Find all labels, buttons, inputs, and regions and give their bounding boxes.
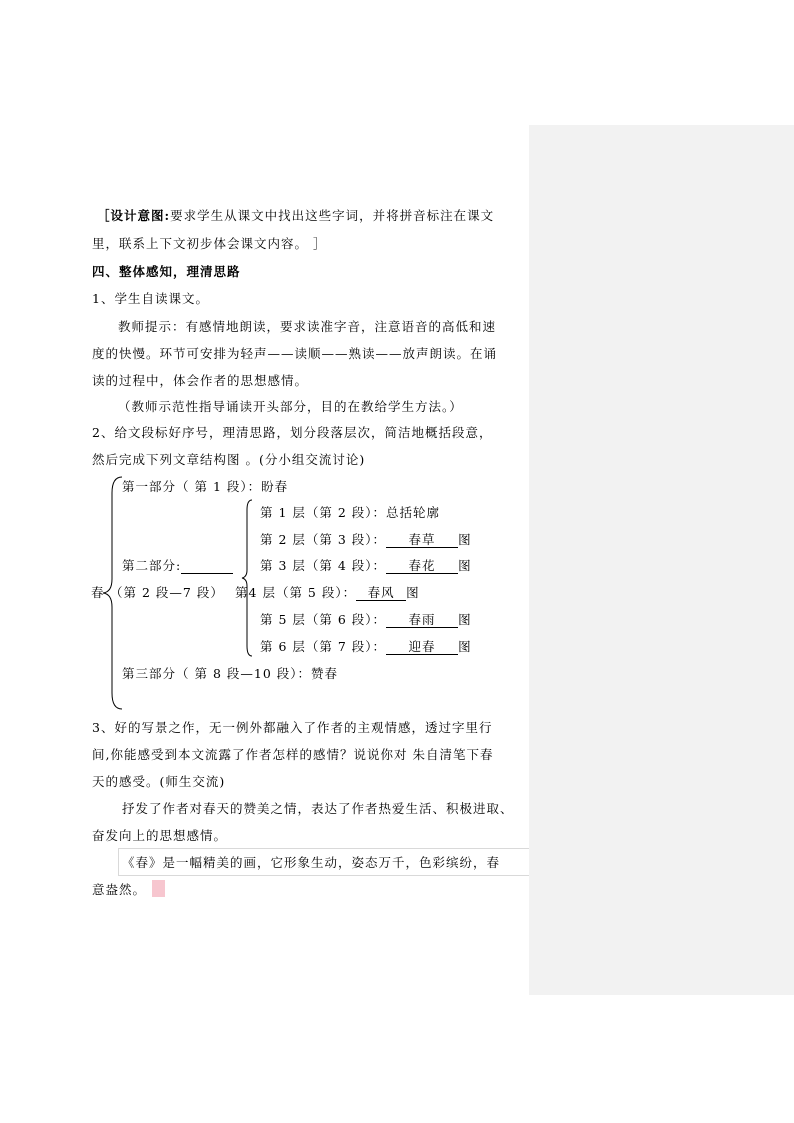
layer-2: 第 2 层（第 3 段）： 春草 图 [260, 532, 472, 547]
section-title: 四、整体感知，理清思路 [92, 264, 241, 279]
part2-blank [181, 559, 233, 574]
inner-brace-icon [240, 498, 254, 658]
item3-line-1: 3、好的写景之作，无一例外都融入了作者的主观情感，透过字里行 [92, 720, 493, 735]
layer-6-blank: 迎春 [386, 640, 458, 655]
item1-title: 1、学生自读课文。 [92, 291, 209, 306]
item1-tip-line-3: 读的过程中，体会作者的思想感情。 [92, 373, 309, 388]
layer-5: 第 5 层（第 6 段）： 春雨 图 [260, 612, 472, 627]
structure-part1: 第一部分（ 第 1 段）：盼春 [122, 479, 289, 494]
layer-5-blank: 春雨 [386, 613, 458, 628]
structure-root: 春 [91, 585, 105, 600]
comment-pane [529, 125, 794, 995]
design-intent-text: 要求学生从课文中找出这些字词，并将拼音标注在课文 [170, 208, 495, 223]
layer-2-blank: 春草 [386, 533, 458, 548]
layer-3-blank: 春花 [386, 559, 458, 574]
design-intent-line-1 [97, 202, 494, 229]
layer-1: 第 1 层（第 2 段）：总括轮廓 [260, 505, 441, 520]
item2-line-2: 然后完成下列文章结构图 。(分小组交流讨论) [92, 452, 366, 467]
item3-line-2: 间,你能感受到本文流露了作者怎样的感情？说说你对 朱自清笔下春 [92, 747, 494, 762]
layer-3: 第 3 层（第 4 段）： 春花 图 [260, 558, 472, 573]
closing-line-2: 意盎然。 [92, 882, 147, 897]
design-intent-label: ［设计意图: [97, 208, 171, 223]
comment-marker[interactable] [152, 880, 165, 897]
item2-line-1: 2、给文段标好序号，理清思路，划分段落层次，简洁地概括段意， [92, 425, 493, 440]
item1-demo: （教师示范性指导诵读开头部分，目的在教给学生方法。） [118, 399, 463, 414]
item3-answer-line-2: 奋发向上的思想感情。 [92, 828, 228, 843]
layer-4-blank: 春风 [356, 586, 406, 601]
structure-part3: 第三部分（ 第 8 段—10 段）：赞春 [122, 666, 339, 681]
item3-line-3: 天的感受。(师生交流) [92, 774, 226, 789]
item1-tip-line-2: 度的快慢。环节可安排为轻声——读顺——熟读——放声朗读。在诵 [92, 346, 498, 361]
structure-part2-range: （第 2 段—7 段） [110, 585, 224, 600]
layer-6: 第 6 层（第 7 段）： 迎春 图 [260, 639, 472, 654]
closing-line-1: 《春》是一幅精美的画，它形象生动，姿态万千，色彩缤纷，春 [122, 855, 501, 870]
structure-part2-label: 第二部分: [122, 552, 233, 579]
item1-tip-line-1: 教师提示：有感情地朗读，要求读准字音，注意语音的高低和速 [118, 319, 497, 334]
item3-answer-line-1: 抒发了作者对春天的赞美之情，表达了作者热爱生活、积极进取、 [122, 801, 514, 816]
layer-4: 第4 层（第 5 段）： 春风 图 [235, 585, 420, 600]
design-intent-line-2: 里，联系上下文初步体会课文内容。 ］ [92, 236, 327, 251]
